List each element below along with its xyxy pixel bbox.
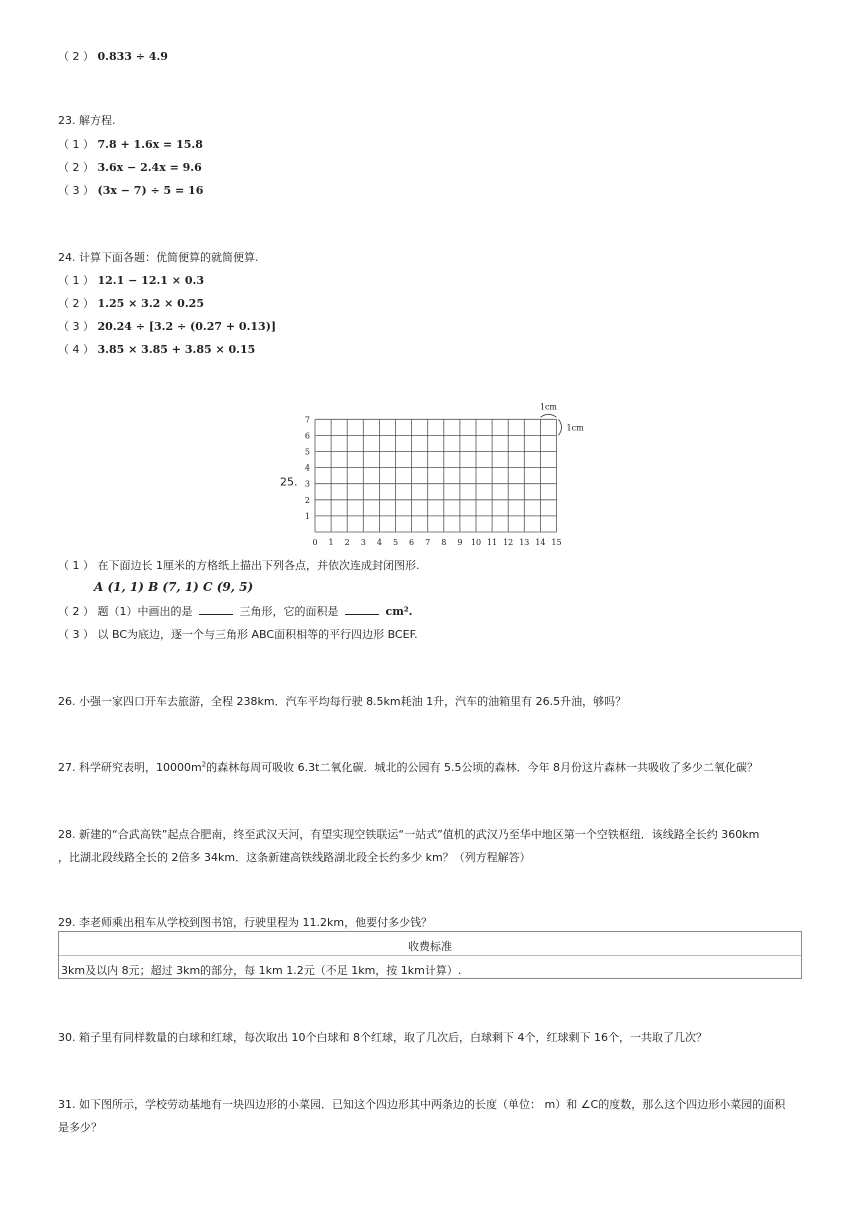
question-number-label: 25. bbox=[280, 475, 298, 489]
q31-line-2: 是多少？ bbox=[58, 1121, 102, 1134]
q23-item-3 bbox=[58, 182, 203, 198]
x-tick-label: 1 bbox=[328, 538, 334, 547]
q28-line-1: 28. 新建的“合武高铁”起点合肥南，终至武汉天河，有望实现空铁联运“一站式”值机的武汉乃至华中地区第一个空铁枢纽．该线路全长约 360km bbox=[58, 828, 760, 841]
q25-item-1 bbox=[58, 557, 420, 573]
q25-item-2 bbox=[58, 603, 412, 619]
fee-table-row: 3km及以内 8元；超过 3km的部分，每 1km 1.2元（不足 1km，按 1km计算）. bbox=[61, 964, 462, 977]
expression: 3.85 × 3.85 + 3.85 × 0.15 bbox=[97, 343, 256, 356]
q25-item-3 bbox=[58, 626, 418, 642]
expression: 3.6x − 2.4x = 9.6 bbox=[97, 161, 202, 174]
y-tick-label: 6 bbox=[304, 431, 310, 441]
item-number: （ 2 ） bbox=[58, 297, 94, 310]
fee-table bbox=[58, 931, 802, 979]
item-number: （ 3 ） bbox=[58, 628, 94, 641]
expression: 20.24 ÷ [3.2 ÷ (0.27 + 0.13)] bbox=[97, 320, 277, 333]
x-tick-label: 12 bbox=[503, 538, 514, 547]
q25-figure bbox=[280, 400, 600, 550]
item-text: 以 BC为底边，逐一个与三角形 ABC面积相等的平行四边形 BCEF. bbox=[97, 628, 418, 641]
x-tick-label: 14 bbox=[535, 538, 546, 547]
text-a: 27. 科学研究表明，10000m bbox=[58, 761, 202, 774]
q27-text bbox=[58, 759, 758, 775]
y-tick-label: 5 bbox=[304, 447, 310, 457]
q28-line-2: ，比湖北段线路全长的 2倍多 34km．这条新建高铁线路湖北段全长约多少 km？（列方程解答） bbox=[58, 851, 531, 864]
x-tick-label: 15 bbox=[551, 538, 562, 547]
q24-item-1 bbox=[58, 272, 204, 288]
item-number: （ 2 ） bbox=[58, 605, 94, 618]
item-text-a: 题（1）中画出的是 bbox=[97, 605, 193, 618]
item-number: （ 1 ） bbox=[58, 138, 94, 151]
unit-brace-horizontal bbox=[540, 414, 556, 417]
item-number: （ 1 ） bbox=[58, 559, 94, 572]
y-tick-label: 7 bbox=[304, 415, 310, 425]
q30-text: 30. 箱子里有同样数量的白球和红球，每次取出 10个白球和 8个红球，取了几次后，白球剩下 4个，红球剩下 16个，一共取了几次？ bbox=[58, 1031, 707, 1044]
item-text-b: 三角形，它的面积是 bbox=[239, 605, 339, 618]
x-tick-label: 10 bbox=[470, 538, 482, 547]
x-tick-label: 7 bbox=[425, 538, 431, 547]
y-tick-label: 1 bbox=[304, 511, 310, 521]
x-tick-label: 13 bbox=[519, 538, 530, 547]
item-number: （ 2 ） bbox=[58, 50, 94, 63]
fee-table-divider bbox=[59, 955, 801, 956]
q25-points: A (1, 1) B (7, 1) C (9, 5) bbox=[94, 580, 254, 594]
x-tick-label: 9 bbox=[457, 538, 463, 547]
y-tick-label: 4 bbox=[304, 463, 310, 473]
item-number: （ 2 ） bbox=[58, 161, 94, 174]
x-tick-label: 6 bbox=[409, 538, 415, 547]
x-tick-label: 2 bbox=[344, 538, 350, 547]
unit-label-horizontal: 1cm bbox=[539, 402, 558, 412]
item-number: （ 1 ） bbox=[58, 274, 94, 287]
expression: (3x − 7) ÷ 5 = 16 bbox=[97, 184, 204, 197]
x-tick-label: 0 bbox=[312, 538, 318, 547]
x-tick-label: 11 bbox=[487, 538, 498, 547]
item-text: 在下面边长 1厘米的方格纸上描出下列各点，并依次连成封闭图形. bbox=[97, 559, 420, 572]
q23-item-1 bbox=[58, 136, 203, 152]
item-number: （ 4 ） bbox=[58, 343, 94, 356]
fee-table-header: 收费标准 bbox=[408, 940, 452, 953]
superscript: 2 bbox=[201, 760, 207, 769]
q23-title: 23. 解方程. bbox=[58, 114, 116, 127]
q22-item-2 bbox=[58, 48, 168, 64]
x-tick-label: 8 bbox=[441, 538, 447, 547]
q23-item-2 bbox=[58, 159, 202, 175]
x-tick-label: 5 bbox=[392, 538, 399, 547]
item-number: （ 3 ） bbox=[58, 320, 94, 333]
text-b: 的森林每周可吸收 6.3t二氧化碳．城北的公园有 5.5公顷的森林．今年 8月份这片森林一共吸收了多少二氧化碳？ bbox=[206, 761, 758, 774]
item-number: （ 3 ） bbox=[58, 184, 94, 197]
expression: 12.1 − 12.1 × 0.3 bbox=[97, 274, 204, 287]
q24-title: 24. 计算下面各题：优简便算的就简便算. bbox=[58, 251, 259, 264]
unit-label-vertical: 1cm bbox=[566, 423, 584, 433]
q24-item-3 bbox=[58, 318, 276, 334]
unit-brace-vertical bbox=[559, 419, 562, 435]
q24-item-2 bbox=[58, 295, 204, 311]
expression: 7.8 + 1.6x = 15.8 bbox=[97, 138, 203, 151]
answer-blank-area[interactable] bbox=[345, 604, 379, 615]
y-tick-label: 2 bbox=[304, 495, 310, 505]
q24-item-4 bbox=[58, 341, 255, 357]
q26-text: 26. 小强一家四口开车去旅游，全程 238km．汽车平均每行驶 8.5km耗油 1升，汽车的油箱里有 26.5升油，够吗？ bbox=[58, 695, 627, 708]
expression: 0.833 ÷ 4.9 bbox=[97, 50, 168, 63]
expression: 1.25 × 3.2 × 0.25 bbox=[97, 297, 204, 310]
q29-text: 29. 李老师乘出租车从学校到图书馆，行驶里程为 11.2km，他要付多少钱？ bbox=[58, 916, 433, 929]
x-tick-label: 3 bbox=[360, 538, 366, 547]
y-tick-label: 3 bbox=[304, 479, 310, 489]
answer-blank-shape[interactable] bbox=[199, 604, 233, 615]
unit-text: cm². bbox=[385, 605, 413, 618]
x-tick-label: 4 bbox=[376, 538, 382, 547]
square-grid bbox=[280, 400, 600, 550]
q31-line-1: 31. 如下图所示，学校劳动基地有一块四边形的小菜园．已知这个四边形其中两条边的长度（单位： m）和 ∠C的度数，那么这个四边形小菜园的面积 bbox=[58, 1098, 786, 1111]
